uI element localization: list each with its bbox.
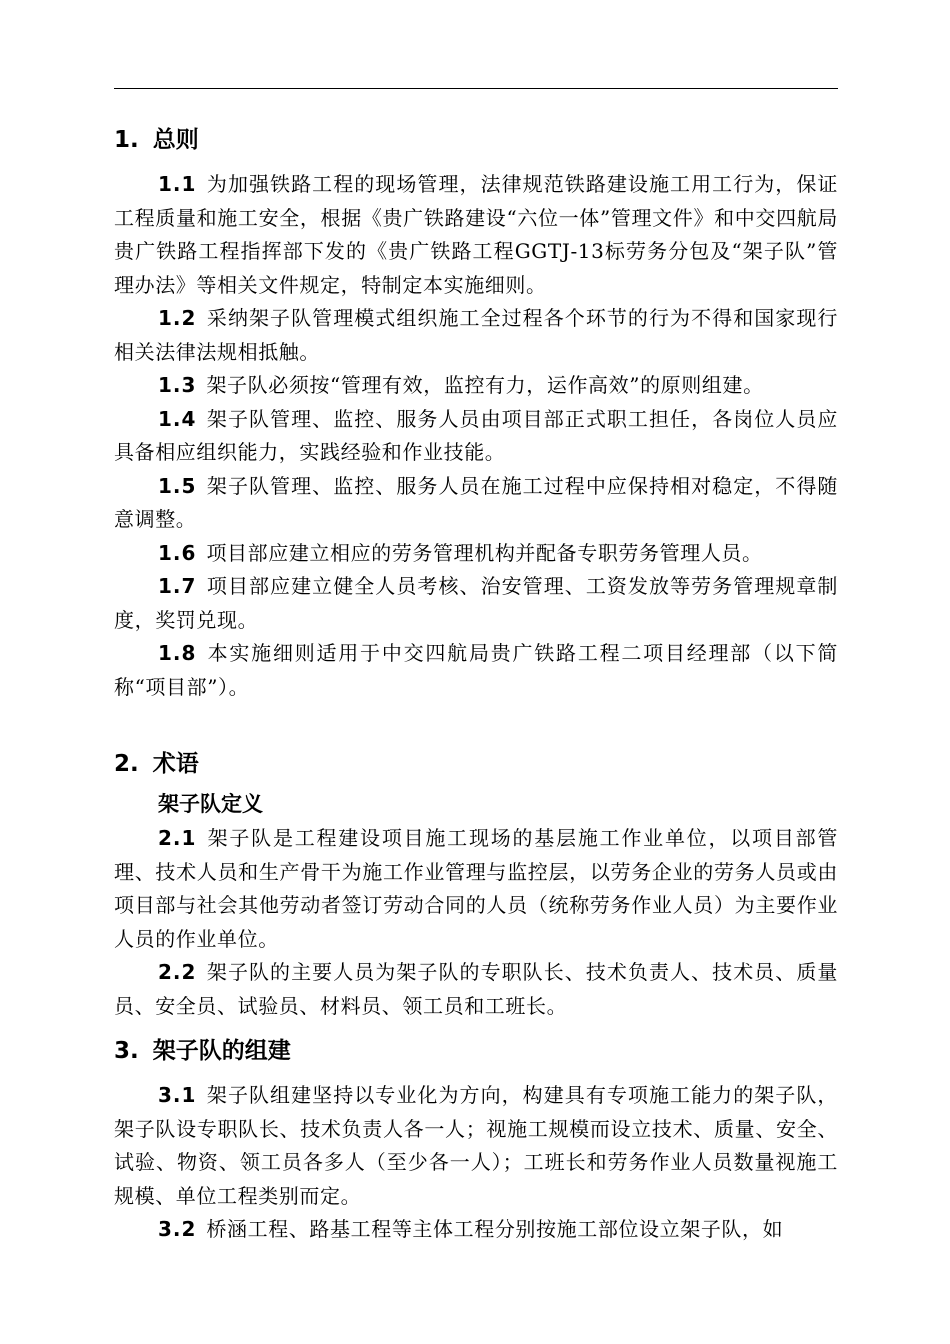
paragraph-text: 架子队组建坚持以专业化为方向，构建具有专项施工能力的架子队，架子队设专职队长、技术负责人各一人；视施工规模而设立技术、质量、安全、试验、物资、领工员各多人（至少各一人）；工班长和劳务作业人员数量视施工规模、单位工程类别而定。 — [114, 1083, 838, 1208]
paragraph-text: 项目部应建立相应的劳务管理机构并配备专职劳务管理人员。 — [206, 540, 763, 565]
paragraph-number: 1.4 — [158, 406, 197, 431]
section-heading-1 — [114, 118, 838, 162]
paragraph-number: 1.3 — [158, 373, 197, 397]
paragraph-number: 1.5 — [158, 473, 197, 498]
paragraph — [114, 403, 838, 470]
section-title: 架子队的组建 — [152, 1038, 291, 1064]
paragraph-text: 架子队管理、监控、服务人员由项目部正式职工担任，各岗位人员应具备相应组织能力，实践经验和作业技能。 — [114, 406, 838, 464]
subsection-heading: 架子队定义 — [158, 792, 263, 816]
header-rule — [114, 88, 838, 89]
paragraph-text: 采纳架子队管理模式组织施工全过程各个环节的行为不得和国家现行相关法律法规相抵触。 — [114, 306, 838, 364]
paragraph-text: 架子队的主要人员为架子队的专职队长、技术负责人、技术员、质量员、安全员、试验员、材料员、领工员和工班长。 — [114, 960, 838, 1018]
paragraph — [114, 1079, 838, 1213]
paragraph-number: 1.7 — [158, 574, 197, 598]
paragraph — [114, 822, 838, 956]
paragraph — [114, 369, 838, 403]
section-title: 总则 — [152, 127, 199, 153]
paragraph-number: 1.6 — [158, 540, 197, 565]
paragraph-text: 本实施细则适用于中交四航局贵广铁路工程二项目经理部（以下简称“项目部”）。 — [114, 641, 838, 699]
paragraph-number: 2.2 — [158, 960, 197, 984]
section-title: 术语 — [152, 751, 199, 777]
paragraph-number: 1.1 — [158, 172, 197, 196]
section-heading-3 — [114, 1029, 838, 1073]
paragraph — [114, 470, 838, 537]
paragraph — [114, 537, 838, 571]
section-number: 3. — [114, 1038, 139, 1064]
paragraph-text: 项目部应建立健全人员考核、治安管理、工资发放等劳务管理规章制度，奖罚兑现。 — [114, 574, 838, 632]
paragraph — [114, 302, 838, 369]
section-number: 1. — [114, 127, 139, 153]
paragraph-number: 2.1 — [158, 826, 197, 850]
paragraph — [114, 168, 838, 302]
section-heading-2 — [114, 742, 838, 786]
section-number: 2. — [114, 751, 139, 777]
paragraph-number: 1.8 — [158, 641, 197, 665]
paragraph-text: 架子队必须按“管理有效，监控有力，运作高效”的原则组建。 — [206, 373, 764, 397]
paragraph-number: 3.2 — [158, 1217, 197, 1241]
paragraph — [114, 637, 838, 704]
paragraph-text: 架子队管理、监控、服务人员在施工过程中应保持相对稳定，不得随意调整。 — [114, 473, 838, 531]
paragraph-text: 架子队是工程建设项目施工现场的基层施工作业单位，以项目部管理、技术人员和生产骨干为施工作业管理与监控层，以劳务企业的劳务人员或由项目部与社会其他劳动者签订劳动合同的人员（统称劳务作业人员）为主要作业人员的作业单位。 — [114, 826, 838, 951]
paragraph — [114, 956, 838, 1023]
paragraph — [114, 570, 838, 637]
paragraph-number: 3.1 — [158, 1083, 197, 1107]
paragraph-text: 桥涵工程、路基工程等主体工程分别按施工部位设立架子队，如 — [206, 1217, 784, 1241]
paragraph-text: 为加强铁路工程的现场管理，法律规范铁路建设施工用工行为，保证工程质量和施工安全，根据《贵广铁路建设“六位一体”管理文件》和中交四航局贵广铁路工程指挥部下发的《贵广铁路工程GGTJ-13标劳务分包及“架子队”管理办法》等相关文件规定，特制定本实施细则。 — [114, 172, 838, 297]
document-body — [114, 118, 838, 1247]
paragraph — [114, 1213, 838, 1247]
paragraph-number: 1.2 — [158, 306, 197, 330]
